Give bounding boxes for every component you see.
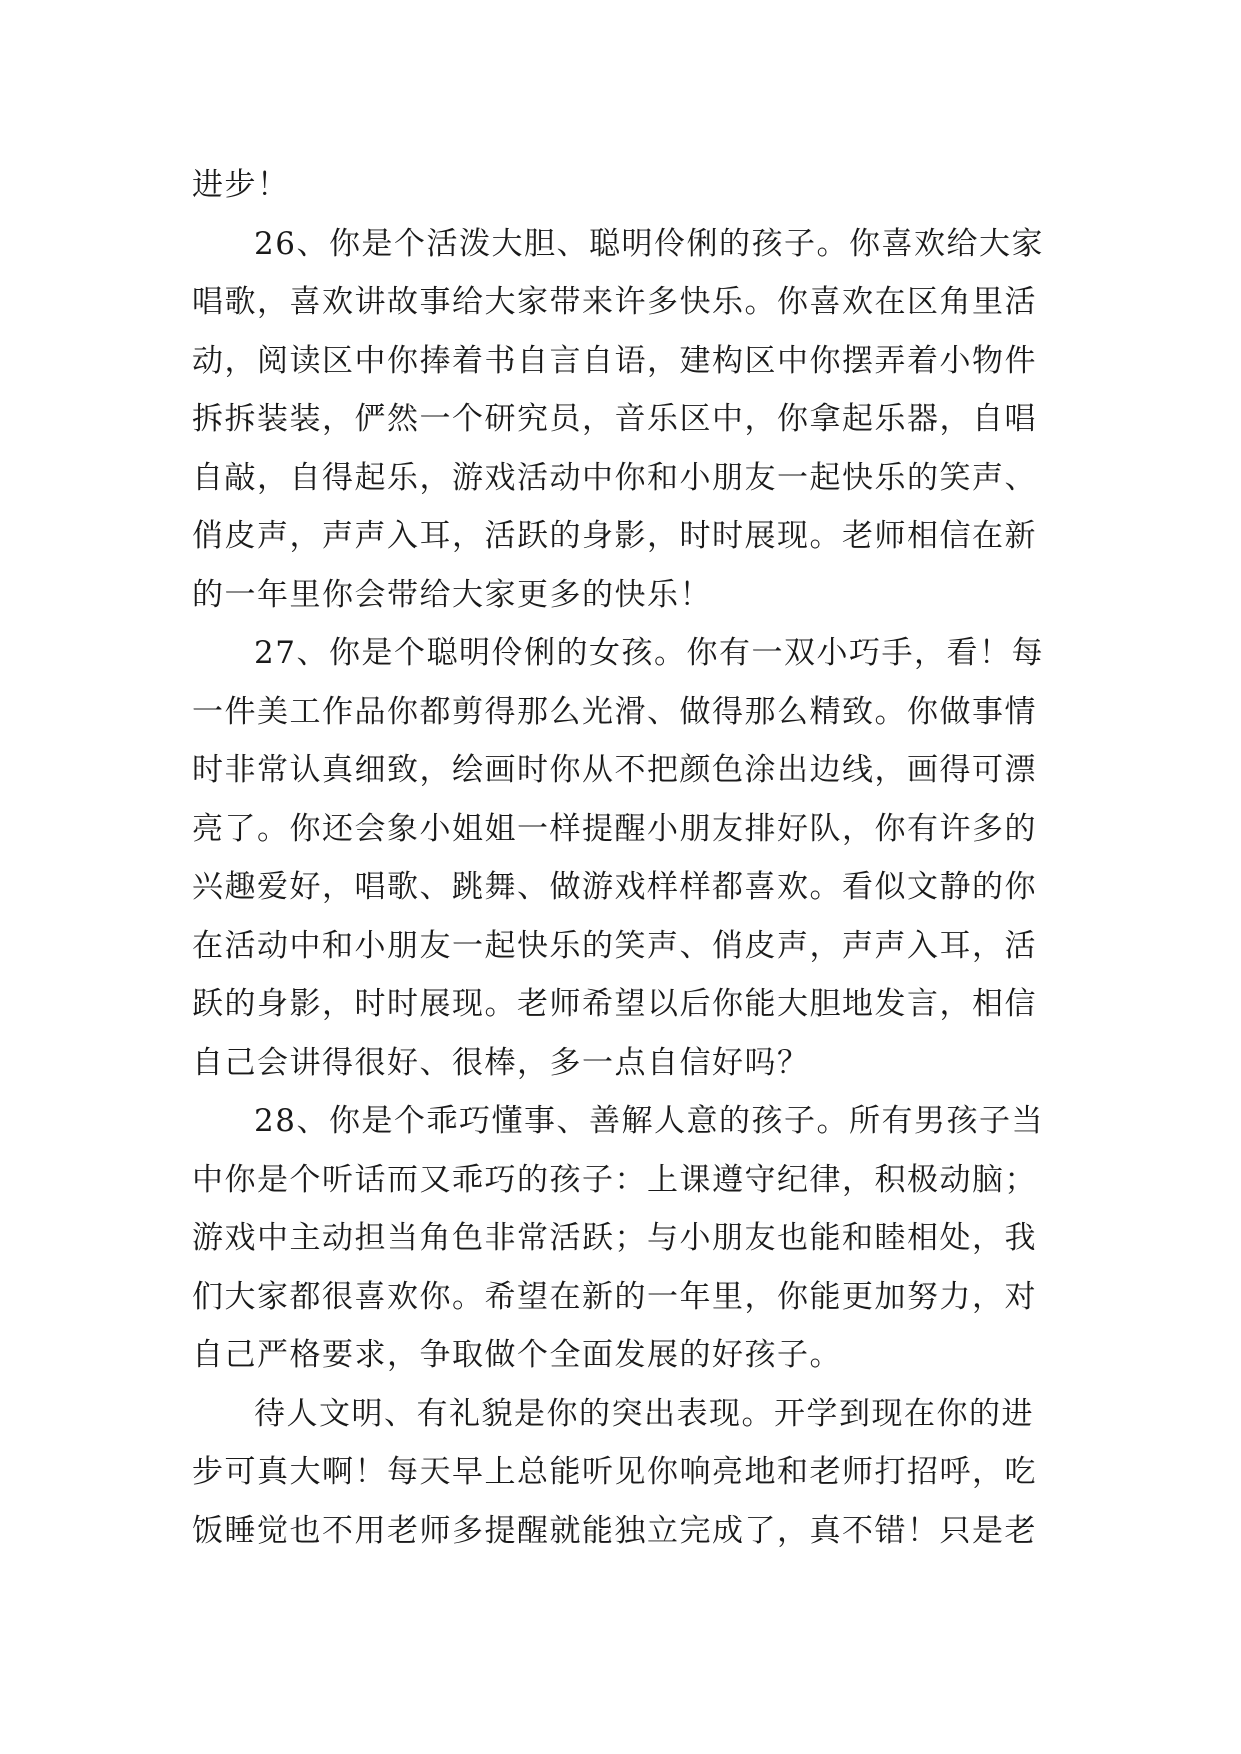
text-line: 26、你是个活泼大胆、聪明伶俐的孩子。你喜欢给大家: [254, 225, 1044, 262]
text-line: 步可真大啊！每天早上总能听见你响亮地和老师打招呼，吃: [192, 1454, 1037, 1490]
text-line: 跃的身影，时时展现。老师希望以后你能大胆地发言，相信: [192, 986, 1037, 1022]
text-line: 饭睡觉也不用老师多提醒就能独立完成了，真不错！只是老: [192, 1512, 1037, 1549]
text-line: 动，阅读区中你捧着书自言自语，建构区中你摆弄着小物件: [192, 342, 1037, 379]
text-line: 自己严格要求，争取做个全面发展的好孩子。: [192, 1337, 842, 1373]
text-line: 时非常认真细致，绘画时你从不把颜色涂出边线，画得可漂: [192, 752, 1037, 788]
text-line: 俏皮声，声声入耳，活跃的身影，时时展现。老师相信在新: [192, 518, 1037, 554]
text-line: 的一年里你会带给大家更多的快乐！: [192, 576, 712, 613]
text-line: 在活动中和小朋友一起快乐的笑声、俏皮声，声声入耳，活: [192, 927, 1037, 964]
body-text: [192, 156, 1054, 1560]
text-line: 中你是个听话而又乖巧的孩子：上课遵守纪律，积极动脑；: [192, 1161, 1037, 1198]
text-line: 们大家都很喜欢你。希望在新的一年里，你能更加努力，对: [192, 1278, 1037, 1315]
text-line: 拆拆装装，俨然一个研究员，音乐区中，你拿起乐器，自唱: [192, 401, 1037, 437]
text-line: 27、你是个聪明伶俐的女孩。你有一双小巧手，看！每: [254, 635, 1044, 671]
text-line: 一件美工作品你都剪得那么光滑、做得那么精致。你做事情: [192, 693, 1037, 730]
text-line: 唱歌，喜欢讲故事给大家带来许多快乐。你喜欢在区角里活: [192, 284, 1037, 320]
text-line: 亮了。你还会象小姐姐一样提醒小朋友排好队，你有许多的: [192, 810, 1037, 847]
text-line: 兴趣爱好，唱歌、跳舞、做游戏样样都喜欢。看似文静的你: [192, 869, 1037, 905]
text-line: 待人文明、有礼貌是你的突出表现。开学到现在你的进: [254, 1395, 1034, 1432]
text-line: 游戏中主动担当角色非常活跃；与小朋友也能和睦相处，我: [192, 1220, 1037, 1256]
text-line: 自己会讲得很好、很棒，多一点自信好吗？: [192, 1044, 810, 1081]
text-line: 自敲，自得起乐，游戏活动中你和小朋友一起快乐的笑声、: [192, 459, 1037, 496]
text-line: 进步！: [192, 167, 290, 203]
text-line: 28、你是个乖巧懂事、善解人意的孩子。所有男孩子当: [254, 1103, 1044, 1139]
